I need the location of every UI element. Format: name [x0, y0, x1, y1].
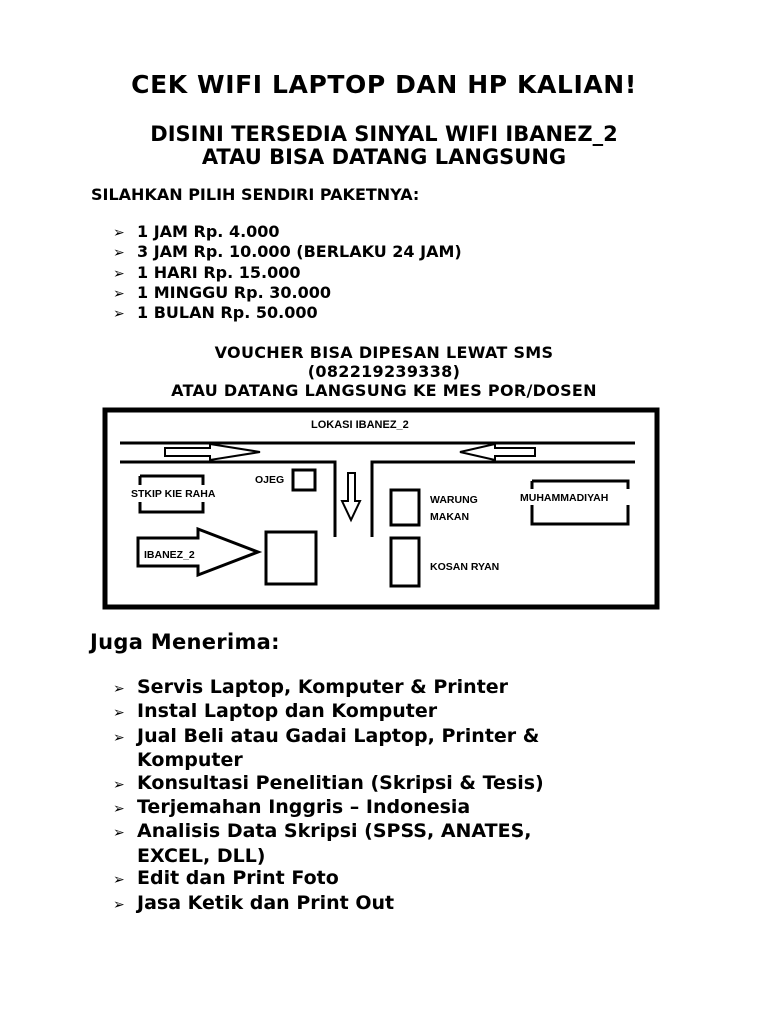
list-item [113, 676, 544, 700]
list-item-continuation [113, 845, 544, 867]
packages-heading: SILAHKAN PILIH SENDIRI PAKETNYA: [91, 185, 420, 204]
service-label: Edit dan Print Foto [137, 867, 339, 890]
arrow-bullet-icon: ➢ [113, 285, 125, 302]
arrow-bullet-icon: ➢ [113, 872, 125, 889]
list-item [113, 892, 544, 916]
service-label: Jasa Ketik dan Print Out [137, 891, 395, 914]
list-item [113, 867, 544, 891]
package-label: 1 MINGGU Rp. 30.000 [137, 282, 331, 302]
voucher-line-3: ATAU DATANG LANGSUNG KE MES POR/DOSEN [171, 381, 597, 400]
package-list [113, 222, 462, 323]
arrow-bullet-icon: ➢ [113, 729, 125, 746]
warung-building [391, 490, 419, 525]
arrow-left-icon [460, 444, 535, 460]
services-heading: Juga Menerima: [90, 630, 280, 654]
service-label: Terjemahan Inggris – Indonesia [137, 796, 471, 819]
list-item-continuation [113, 749, 544, 771]
service-label: Instal Laptop dan Komputer [137, 700, 438, 723]
package-label: 1 BULAN Rp. 50.000 [137, 303, 318, 323]
arrow-right-icon [165, 444, 260, 460]
service-label: Servis Laptop, Komputer & Printer [137, 676, 509, 698]
kosan-building [391, 538, 419, 586]
list-item [113, 772, 544, 796]
arrow-bullet-icon: ➢ [113, 681, 125, 697]
arrow-bullet-icon: ➢ [113, 825, 125, 842]
page-title: CEK WIFI LAPTOP DAN HP KALIAN! [131, 70, 637, 99]
stkip-label: STKIP KIE RAHA [131, 488, 216, 500]
arrow-bullet-icon: ➢ [113, 225, 125, 241]
location-map [100, 405, 660, 615]
package-label: 1 HARI Rp. 15.000 [137, 262, 301, 282]
list-item [113, 222, 462, 242]
arrow-bullet-icon: ➢ [113, 776, 125, 793]
arrow-down-icon [342, 473, 360, 520]
ojeg-building [293, 470, 315, 490]
list-item [113, 263, 462, 283]
list-item [113, 796, 544, 820]
ojeg-label: OJEG [255, 474, 285, 486]
list-item [113, 725, 544, 749]
arrow-bullet-icon: ➢ [113, 896, 125, 913]
package-label: 3 JAM Rp. 10.000 (BERLAKU 24 JAM) [137, 242, 462, 262]
ibanez-label: IBANEZ_2 [144, 549, 195, 561]
services-list [113, 676, 544, 916]
ibanez-building [266, 532, 316, 584]
subtitle-line-1: DISINI TERSEDIA SINYAL WIFI IBANEZ_2 [150, 122, 618, 146]
service-label: Analisis Data Skripsi (SPSS, ANATES, [137, 820, 532, 843]
service-label-continued: EXCEL, DLL) [137, 844, 266, 867]
list-item [113, 242, 462, 262]
warung-label: WARUNG [430, 494, 478, 506]
list-item [113, 700, 544, 724]
voucher-line-1: VOUCHER BISA DIPESAN LEWAT SMS [214, 343, 554, 362]
makan-label: MAKAN [430, 511, 470, 523]
arrow-bullet-icon: ➢ [113, 306, 125, 323]
arrow-bullet-icon: ➢ [113, 705, 125, 722]
service-label: Jual Beli atau Gadai Laptop, Printer & [137, 724, 540, 747]
package-label: 1 JAM Rp. 4.000 [137, 222, 280, 241]
service-label: Konsultasi Penelitian (Skripsi & Tesis) [137, 771, 544, 794]
arrow-bullet-icon: ➢ [113, 265, 125, 282]
muhammadiyah-label: MUHAMMADIYAH [520, 492, 609, 504]
kosan-label: KOSAN RYAN [430, 561, 500, 573]
arrow-bullet-icon: ➢ [113, 245, 125, 262]
map-title: LOKASI IBANEZ_2 [311, 419, 409, 431]
arrow-bullet-icon: ➢ [113, 801, 125, 818]
list-item [113, 283, 462, 303]
service-label-continued: Komputer [137, 749, 243, 772]
subtitle-line-2: ATAU BISA DATANG LANGSUNG [201, 145, 567, 169]
voucher-phone: (082219239338) [307, 362, 461, 381]
list-item [113, 303, 462, 323]
list-item [113, 820, 544, 844]
